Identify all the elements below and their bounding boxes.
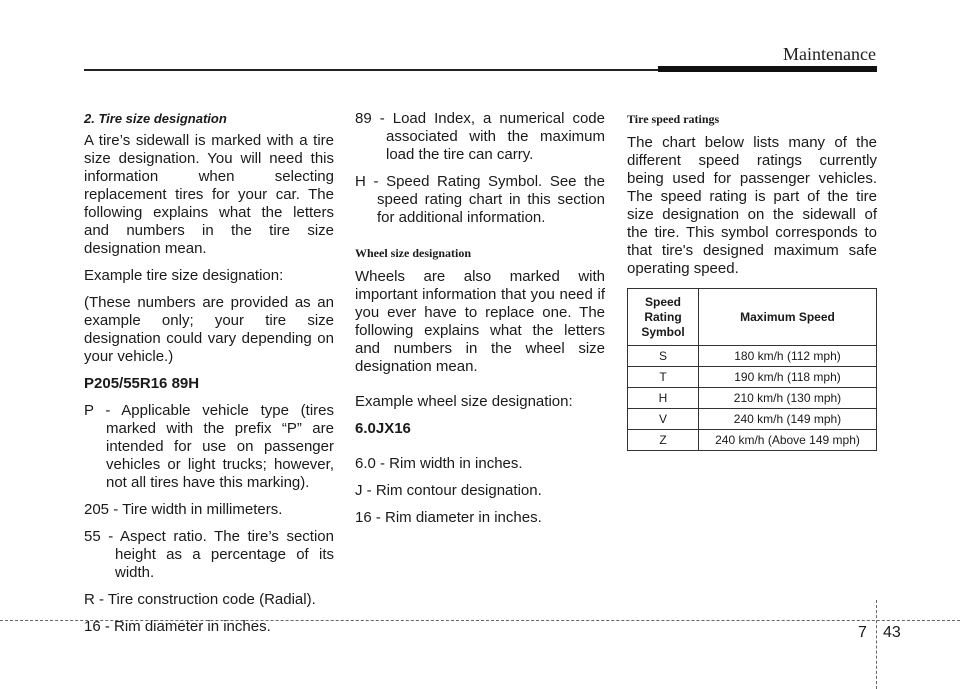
section-title: Maintenance: [783, 44, 876, 64]
speed-rating-table: [627, 288, 877, 451]
list-item: J - Rim contour designation.: [355, 482, 542, 499]
paragraph: Example tire size designation:: [84, 267, 284, 284]
footer-divider: [876, 600, 877, 689]
paragraph: Wheels are also marked with important information that you need if you ever have to replace one. The following explains what the letters and numbers in the wheel size designation mean.: [355, 268, 605, 375]
table-row: [628, 367, 877, 388]
table-row: [628, 388, 877, 409]
paragraph: A tire’s sidewall is marked with a tire size designation. You will need this information when selecting replacement tires for your car. The following explains what the letters and numbers in the tire size designation mean.: [84, 132, 334, 257]
chapter-number: 7: [858, 624, 867, 641]
wheel-size-heading: Wheel size designation: [355, 246, 471, 260]
column-3: [627, 110, 877, 451]
table-row: [628, 430, 877, 451]
max-speed: 240 km/h (149 mph): [699, 409, 877, 430]
max-speed: 210 km/h (130 mph): [699, 388, 877, 409]
table-header: Maximum Speed: [699, 289, 877, 346]
table-row: [628, 409, 877, 430]
max-speed: 180 km/h (112 mph): [699, 346, 877, 367]
wheel-size-example: 6.0JX16: [355, 420, 411, 437]
table-header: Speed Rating Symbol: [628, 289, 699, 346]
speed-symbol: T: [628, 367, 699, 388]
tire-size-example: P205/55R16 89H: [84, 375, 200, 392]
speed-ratings-heading: Tire speed ratings: [627, 112, 720, 126]
max-speed: 190 km/h (118 mph): [699, 367, 877, 388]
tire-size-heading: 2. Tire size designation: [84, 111, 227, 126]
list-item: 205 - Tire width in millimeters.: [84, 501, 283, 518]
page-number: 43: [883, 624, 901, 641]
list-item: 16 - Rim diameter in inches.: [84, 618, 271, 635]
speed-symbol: Z: [628, 430, 699, 451]
header-bar: [658, 66, 877, 72]
list-item: 89 - Load Index, a numerical code associated with the maximum load the tire can carry.: [355, 110, 605, 163]
list-item: R - Tire construction code (Radial).: [84, 591, 316, 608]
table-row: [628, 346, 877, 367]
paragraph: Example wheel size designation:: [355, 393, 573, 410]
speed-symbol: S: [628, 346, 699, 367]
paragraph: (These numbers are provided as an example only; your tire size designation could vary depending on your vehicle.): [84, 294, 334, 365]
list-item: 6.0 - Rim width in inches.: [355, 455, 523, 472]
list-item: P - Applicable vehicle type (tires marked with the prefix “P” are intended for use on passenger vehicles or light trucks; however, not all tires have this marking).: [84, 402, 334, 491]
speed-symbol: H: [628, 388, 699, 409]
list-item: H - Speed Rating Symbol. See the speed rating chart in this section for additional information.: [355, 173, 605, 226]
list-item: 16 - Rim diameter in inches.: [355, 509, 542, 526]
footer-rule: [0, 620, 960, 621]
speed-symbol: V: [628, 409, 699, 430]
column-1: [84, 110, 334, 645]
max-speed: 240 km/h (Above 149 mph): [699, 430, 877, 451]
header-rule: [84, 69, 658, 71]
paragraph: The chart below lists many of the different speed ratings currently being used for passenger vehicles. The speed rating is part of the tire size designation on the sidewall of the tire. This symbol corresponds to that tire's designed maximum safe operating speed.: [627, 134, 877, 277]
list-item: 55 - Aspect ratio. The tire’s section height as a percentage of its width.: [84, 528, 334, 581]
column-2: [355, 110, 605, 536]
